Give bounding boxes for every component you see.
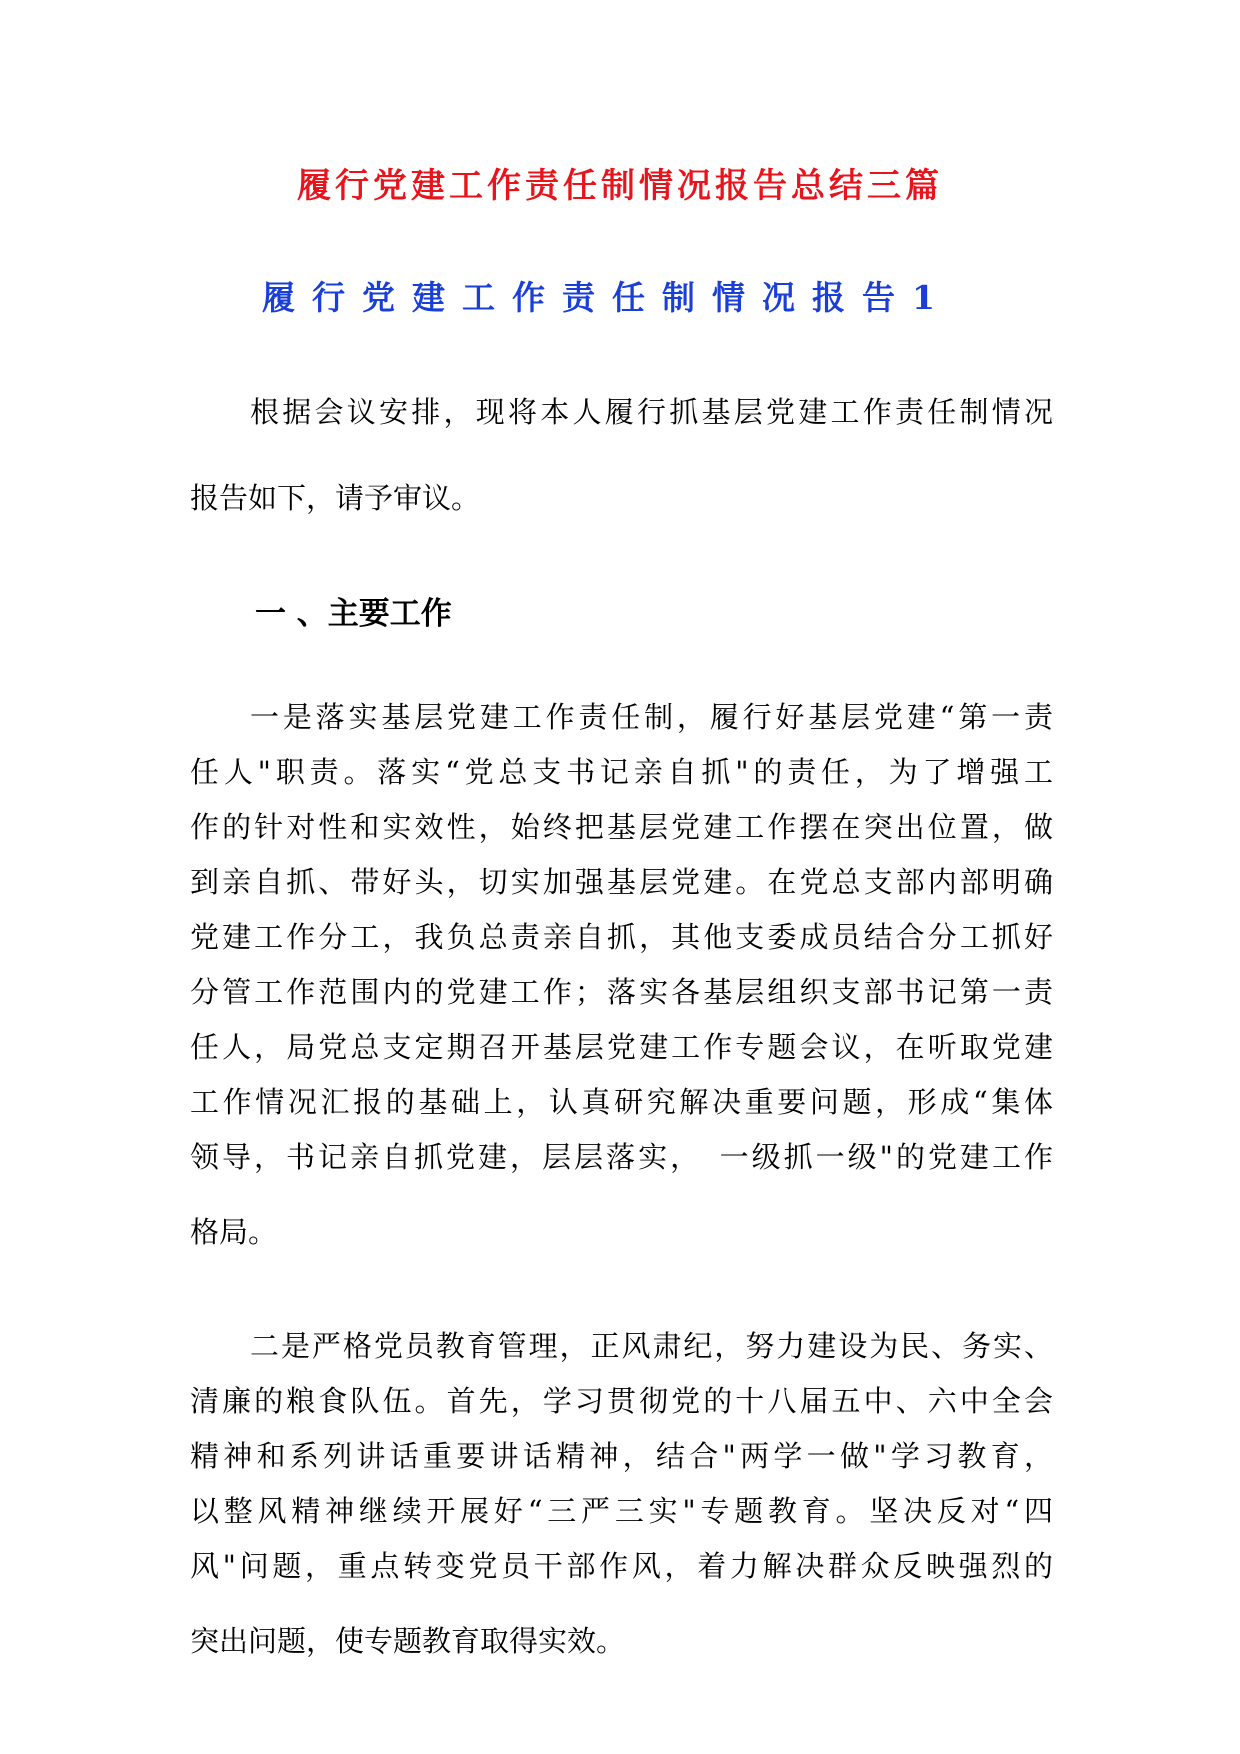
paragraph-line: 精神和系列讲话重要讲话精神，结合"两学一做"学习教育， — [190, 1439, 1053, 1473]
paragraph-line: 格局。 — [190, 1215, 278, 1249]
paragraph-line: 一是落实基层党建工作责任制，履行好基层党建“第一责 — [250, 700, 1053, 734]
paragraph-line: 二是严格党员教育管理，正风肃纪，努力建设为民、务实、 — [250, 1329, 1053, 1363]
paragraph-line: 风"问题，重点转变党员干部作风，着力解决群众反映强烈的 — [190, 1549, 1053, 1583]
report-subtitle: 履行党建工作责任制情况报告1 — [262, 278, 952, 317]
paragraph-line: 党建工作分工，我负总责亲自抓，其他支委成员结合分工抓好 — [190, 920, 1053, 954]
paragraph-line: 任人"职责。落实“党总支书记亲自抓"的责任，为了增强工 — [190, 755, 1053, 789]
paragraph-line: 突出问题，使专题教育取得实效。 — [190, 1624, 626, 1658]
paragraph-line: 分管工作范围内的党建工作；落实各基层组织支部书记第一责 — [190, 975, 1053, 1009]
paragraph-line: 作的针对性和实效性，始终把基层党建工作摆在突出位置，做 — [190, 810, 1053, 844]
paragraph-line: 工作情况汇报的基础上，认真研究解决重要问题，形成“集体 — [190, 1085, 1053, 1119]
intro-line: 报告如下，请予审议。 — [190, 481, 481, 515]
paragraph-line: 到亲自抓、带好头，切实加强基层党建。在党总支部内部明确 — [190, 865, 1053, 899]
paragraph-line: 以整风精神继续开展好“三严三实"专题教育。坚决反对“四 — [190, 1494, 1053, 1528]
paragraph-line: 任人，局党总支定期召开基层党建工作专题会议，在听取党建 — [190, 1030, 1053, 1064]
paragraph-line: 清廉的粮食队伍。首先，学习贯彻党的十八届五中、六中全会 — [190, 1384, 1053, 1418]
intro-line: 根据会议安排，现将本人履行抓基层党建工作责任制情况 — [250, 395, 1053, 429]
paragraph-line: 领导，书记亲自抓党建，层层落实， 一级抓一级"的党建工作 — [190, 1140, 1053, 1174]
document-title: 履行党建工作责任制情况报告总结三篇 — [297, 166, 943, 206]
section-heading: 一 、主要工作 — [255, 596, 452, 632]
